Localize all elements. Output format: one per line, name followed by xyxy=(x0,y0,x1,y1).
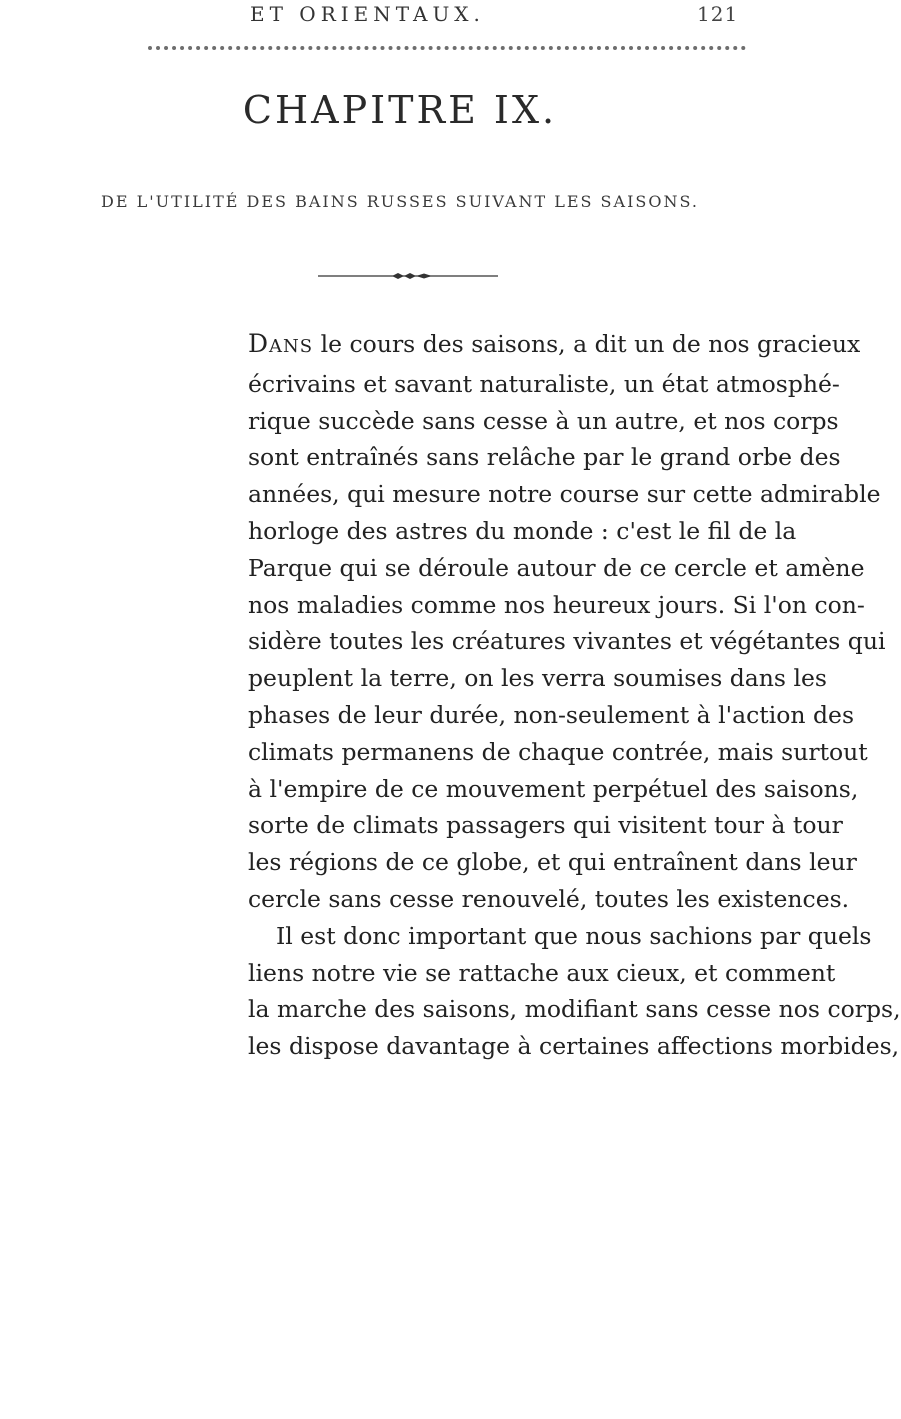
text-line: climats permanens de chaque contrée, mais surtout xyxy=(248,737,868,766)
text-line: la marche des saisons, modifiant sans cesse nos corps, xyxy=(248,995,901,1024)
chapter-subtitle: DE L'UTILITÉ DES BAINS RUSSES SUIVANT LES SAISONS. xyxy=(101,192,699,211)
text-line: les dispose davantage à certaines affections morbides, xyxy=(248,1032,900,1061)
ornament-divider-icon xyxy=(318,272,498,280)
text-line: horloge des astres du monde : c'est le fil de la xyxy=(248,516,797,545)
body-text xyxy=(248,326,901,1065)
text-line: cercle sans cesse renouvelé, toutes les existences. xyxy=(248,884,850,913)
text-line: DANS le cours des saisons, a dit un de nos gracieux xyxy=(248,329,861,358)
text-line: liens notre vie se rattache aux cieux, et comment xyxy=(248,958,836,987)
text-line: sorte de climats passagers qui visitent tour à tour xyxy=(248,811,843,840)
text-line: les régions de ce globe, et qui entraînent dans leur xyxy=(248,848,857,877)
opening-word: DANS xyxy=(248,329,314,358)
text-line: rique succède sans cesse à un autre, et nos corps xyxy=(248,406,839,435)
text-line: Il est donc important que nous sachions par quels xyxy=(276,921,872,950)
text-line: Parque qui se déroule autour de ce cercle et amène xyxy=(248,553,865,582)
chapter-title: CHAPITRE IX. xyxy=(242,88,558,132)
text-line: peuplent la terre, on les verra soumises dans les xyxy=(248,664,827,693)
dotted-rule-divider xyxy=(148,46,746,50)
text-line: à l'empire de ce mouvement perpétuel des saisons, xyxy=(248,774,859,803)
text-line: phases de leur durée, non-seulement à l'action des xyxy=(248,700,855,729)
page-number: 121 xyxy=(697,2,739,26)
text-line: années, qui mesure notre course sur cette admirable xyxy=(248,480,881,509)
text-line: sont entraînés sans relâche par le grand orbe des xyxy=(248,443,841,472)
running-head: ET ORIENTAUX. xyxy=(250,2,485,26)
text-line: sidère toutes les créatures vivantes et végétantes qui xyxy=(248,627,886,656)
text-line: nos maladies comme nos heureux jours. Si l'on con- xyxy=(248,590,865,619)
text-line: écrivains et savant naturaliste, un état atmosphé- xyxy=(248,369,840,398)
